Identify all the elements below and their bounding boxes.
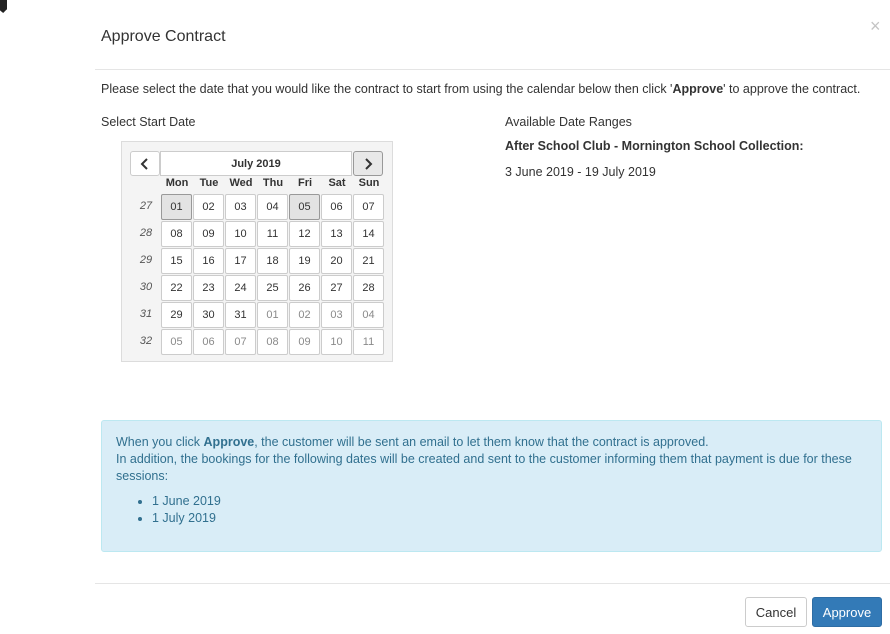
week-number: 32 xyxy=(139,335,153,347)
date-range-value: 3 June 2019 - 19 July 2019 xyxy=(505,165,656,179)
calendar-day[interactable]: 21 xyxy=(353,248,384,274)
calendar-day[interactable]: 24 xyxy=(225,275,256,301)
calendar-day[interactable]: 11 xyxy=(257,221,288,247)
weekday-header: Thu xyxy=(262,177,284,189)
calendar-day[interactable]: 01 xyxy=(257,302,288,328)
cancel-button[interactable]: Cancel xyxy=(745,597,807,627)
calendar-day[interactable]: 06 xyxy=(193,329,224,355)
next-month-button[interactable] xyxy=(353,151,383,176)
calendar-day[interactable]: 09 xyxy=(193,221,224,247)
chevron-left-icon xyxy=(140,158,150,170)
alert-line-2: In addition, the bookings for the following dates will be created and sent to the customer informing them that payment is due for these sessions: xyxy=(116,452,852,483)
close-icon[interactable]: × xyxy=(870,16,881,36)
calendar-day[interactable]: 04 xyxy=(257,194,288,220)
calendar-day[interactable]: 03 xyxy=(225,194,256,220)
calendar-day[interactable]: 05 xyxy=(289,194,320,220)
calendar-day[interactable]: 05 xyxy=(161,329,192,355)
calendar-day[interactable]: 25 xyxy=(257,275,288,301)
weekday-header: Sat xyxy=(328,177,346,189)
month-switch[interactable]: July 2019 xyxy=(160,151,352,176)
calendar-day[interactable]: 07 xyxy=(353,194,384,220)
list-item: • 1 June 2019 xyxy=(152,493,867,510)
calendar-day[interactable]: 13 xyxy=(321,221,352,247)
calendar-day[interactable]: 30 xyxy=(193,302,224,328)
week-number: 30 xyxy=(139,281,153,293)
weekday-header: Wed xyxy=(229,177,253,189)
calendar-day[interactable]: 22 xyxy=(161,275,192,301)
calendar-day[interactable]: 02 xyxy=(193,194,224,220)
week-number: 31 xyxy=(139,308,153,320)
calendar-day[interactable]: 26 xyxy=(289,275,320,301)
calendar-day[interactable]: 06 xyxy=(321,194,352,220)
info-alert xyxy=(101,420,882,552)
calendar-day[interactable]: 02 xyxy=(289,302,320,328)
calendar-day[interactable]: 08 xyxy=(257,329,288,355)
calendar-day[interactable]: 23 xyxy=(193,275,224,301)
prev-month-button[interactable] xyxy=(130,151,160,176)
calendar-day[interactable]: 29 xyxy=(161,302,192,328)
calendar-day[interactable]: 18 xyxy=(257,248,288,274)
weekday-header: Fri xyxy=(297,177,313,189)
modal-title: Approve Contract xyxy=(101,28,226,45)
start-date-label: Select Start Date xyxy=(101,115,196,129)
approve-button[interactable]: Approve xyxy=(812,597,882,627)
booking-date-list xyxy=(116,493,867,527)
alert-line-1: When you click Approve, the customer will be sent an email to let them know that the contract is approved. xyxy=(116,435,709,449)
calendar-day[interactable]: 20 xyxy=(321,248,352,274)
calendar-day[interactable]: 10 xyxy=(225,221,256,247)
calendar-day[interactable]: 03 xyxy=(321,302,352,328)
calendar-day[interactable]: 28 xyxy=(353,275,384,301)
calendar-day[interactable]: 15 xyxy=(161,248,192,274)
footer-divider xyxy=(95,583,890,584)
calendar-day[interactable]: 12 xyxy=(289,221,320,247)
list-item: • 1 July 2019 xyxy=(152,510,867,527)
calendar-day[interactable]: 07 xyxy=(225,329,256,355)
week-number: 27 xyxy=(139,200,153,212)
calendar-day[interactable]: 19 xyxy=(289,248,320,274)
datepicker xyxy=(121,141,393,362)
calendar-day[interactable]: 01 xyxy=(161,194,192,220)
calendar-day[interactable]: 31 xyxy=(225,302,256,328)
weekday-header: Sun xyxy=(358,177,380,189)
date-range-title: After School Club - Mornington School Collection: xyxy=(505,139,804,153)
calendar-day[interactable]: 16 xyxy=(193,248,224,274)
chevron-right-icon xyxy=(363,158,373,170)
header-divider xyxy=(95,69,890,70)
cursor-icon xyxy=(0,0,7,13)
calendar-day[interactable]: 10 xyxy=(321,329,352,355)
instruction-text: Please select the date that you would like the contract to start from using the calendar below then click 'Approve' to approve the contract. xyxy=(101,82,861,96)
calendar-day[interactable]: 04 xyxy=(353,302,384,328)
date-ranges-label: Available Date Ranges xyxy=(505,115,632,129)
calendar-day[interactable]: 11 xyxy=(353,329,384,355)
calendar-day[interactable]: 17 xyxy=(225,248,256,274)
weekday-header: Tue xyxy=(199,177,219,189)
calendar-day[interactable]: 27 xyxy=(321,275,352,301)
calendar-day[interactable]: 08 xyxy=(161,221,192,247)
weekday-header: Mon xyxy=(165,177,189,189)
calendar-day[interactable]: 14 xyxy=(353,221,384,247)
week-number: 29 xyxy=(139,254,153,266)
week-number: 28 xyxy=(139,227,153,239)
calendar-day[interactable]: 09 xyxy=(289,329,320,355)
